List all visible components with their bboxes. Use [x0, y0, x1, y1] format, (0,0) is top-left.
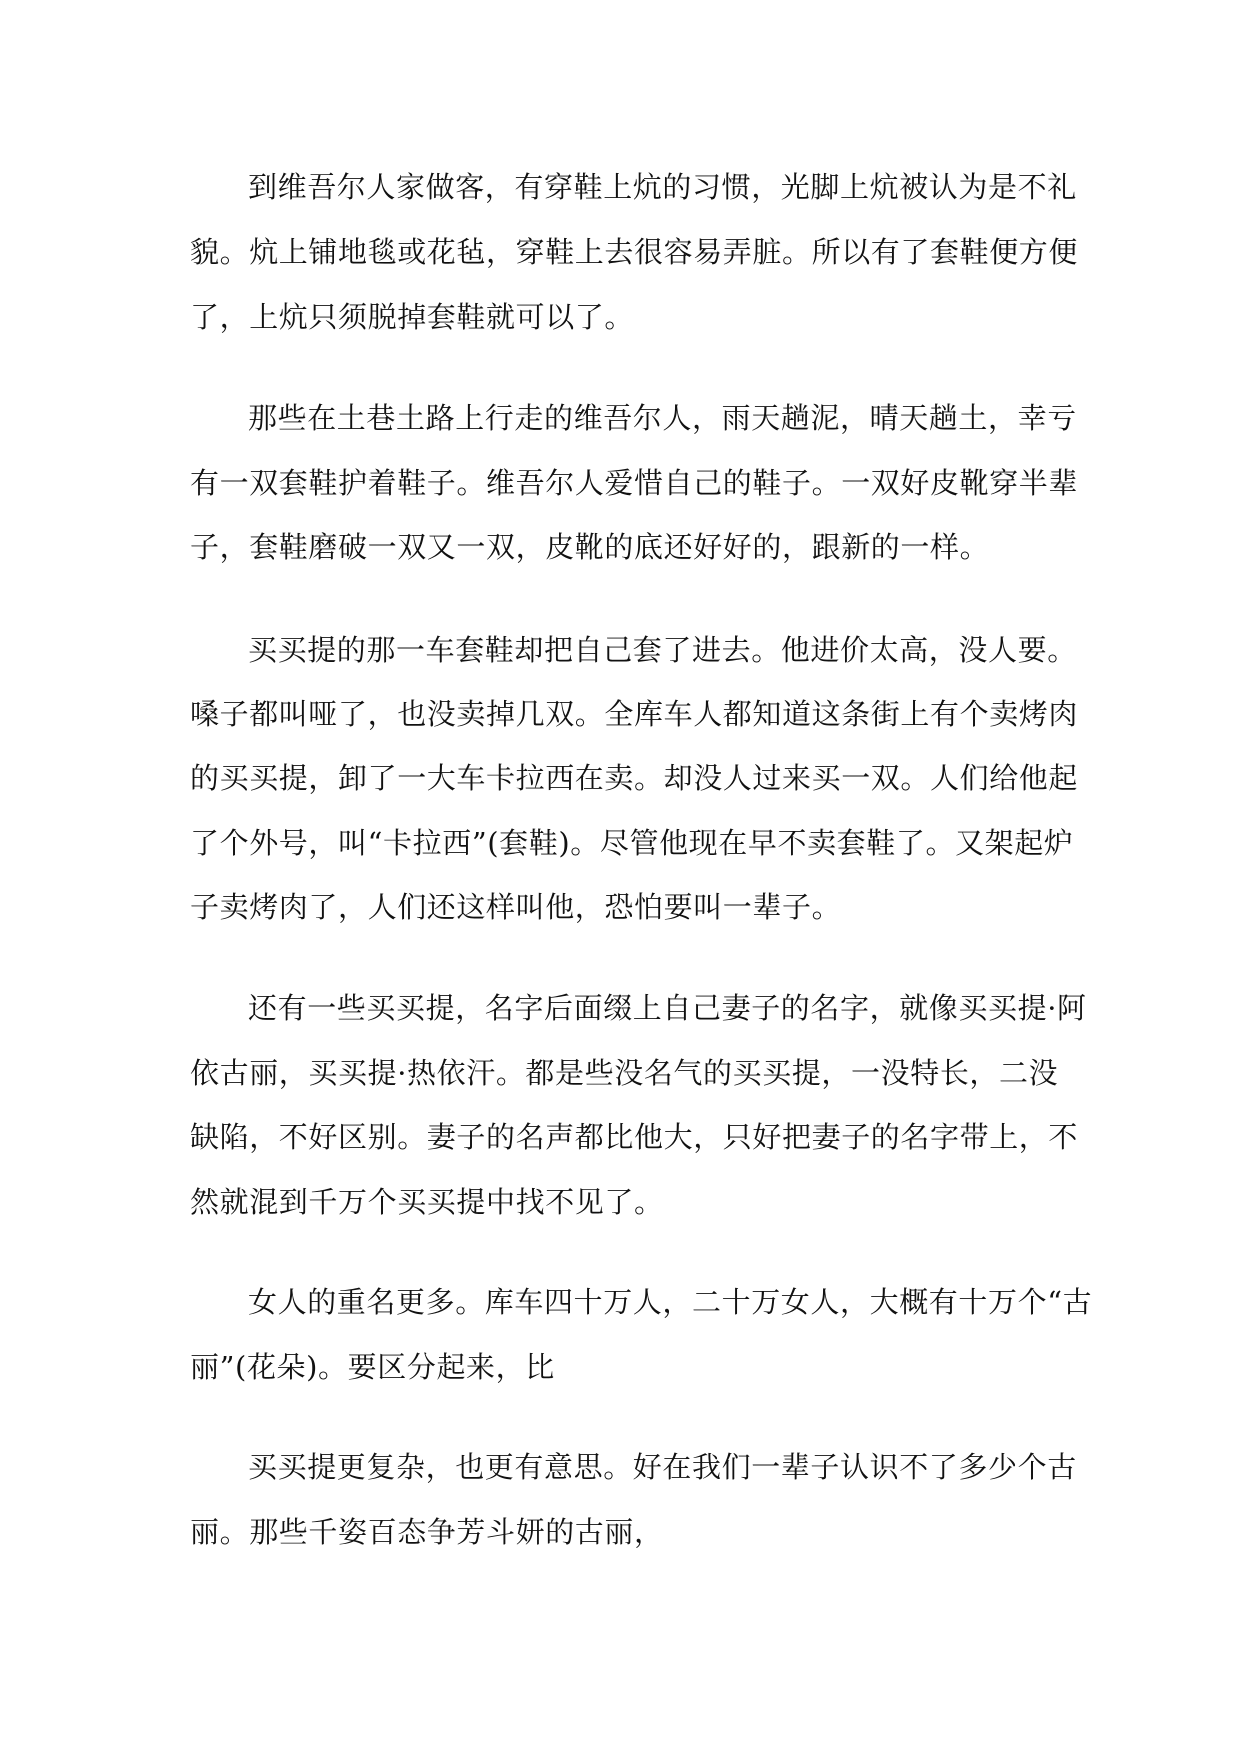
paragraph-4-line-2: 依古丽，买买提·热依汗。都是些没名气的买买提，一没特长，二没 [190, 1056, 1059, 1090]
paragraph-3-line-4: 了个外号，叫“卡拉西”(套鞋)。尽管他现在早不卖套鞋了。又架起炉 [190, 826, 1074, 860]
paragraph-6-line-2: 丽。那些千姿百态争芳斗妍的古丽， [190, 1515, 664, 1549]
paragraph-2-line-1: 那些在土巷土路上行走的维吾尔人，雨天趟泥，晴天趟土，幸亏 [248, 401, 1077, 435]
paragraph-4-line-1: 还有一些买买提，名字后面缀上自己妻子的名字，就像买买提·阿 [248, 991, 1087, 1025]
paragraph-3-line-3: 的买买提，卸了一大车卡拉西在卖。却没人过来买一双。人们给他起 [190, 761, 1079, 795]
paragraph-1-line-3: 了，上炕只须脱掉套鞋就可以了。 [190, 300, 635, 334]
paragraph-1-line-2: 貌。炕上铺地毯或花毡，穿鞋上去很容易弄脏。所以有了套鞋便方便 [190, 235, 1079, 269]
paragraph-3-line-2: 嗓子都叫哑了，也没卖掉几双。全库车人都知道这条街上有个卖烤肉 [190, 697, 1079, 731]
paragraph-4-line-4: 然就混到千万个买买提中找不见了。 [190, 1185, 664, 1219]
paragraph-2-line-2: 有一双套鞋护着鞋子。维吾尔人爱惜自己的鞋子。一双好皮靴穿半辈 [190, 466, 1079, 500]
paragraph-5-line-2: 丽”(花朵)。要区分起来，比 [190, 1350, 555, 1384]
paragraph-4-line-3: 缺陷，不好区别。妻子的名声都比他大，只好把妻子的名字带上，不 [190, 1120, 1079, 1154]
paragraph-5-line-1: 女人的重名更多。库车四十万人，二十万女人，大概有十万个“古 [248, 1285, 1093, 1319]
paragraph-2-line-3: 子，套鞋磨破一双又一双，皮靴的底还好好的，跟新的一样。 [190, 530, 990, 564]
paragraph-3-line-5: 子卖烤肉了，人们还这样叫他，恐怕要叫一辈子。 [190, 890, 842, 924]
paragraph-6-line-1: 买买提更复杂，也更有意思。好在我们一辈子认识不了多少个古 [248, 1450, 1077, 1484]
paragraph-3-line-1: 买买提的那一车套鞋却把自己套了进去。他进价太高，没人要。 [248, 633, 1077, 667]
paragraph-1-line-1: 到维吾尔人家做客，有穿鞋上炕的习惯，光脚上炕被认为是不礼 [248, 170, 1077, 204]
